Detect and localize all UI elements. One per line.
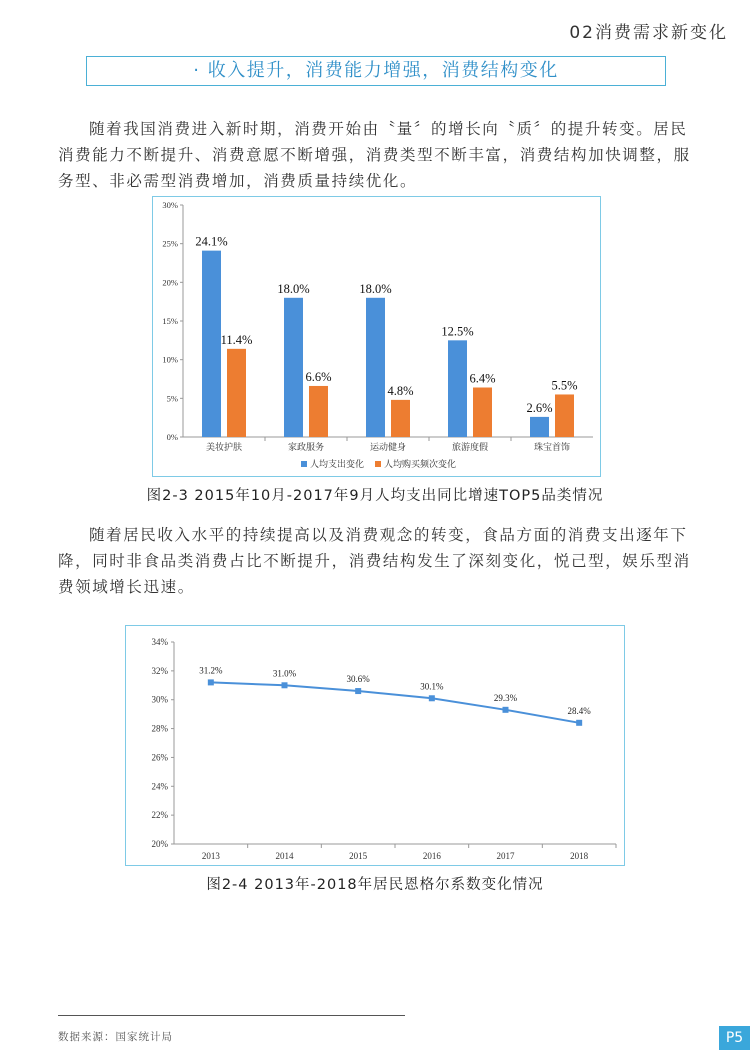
- line-chart-canvas: [126, 626, 626, 867]
- data-label: 18.0%: [277, 281, 310, 296]
- y-tick-label: 20%: [162, 277, 178, 288]
- y-tick-label: 0%: [166, 432, 178, 442]
- bar: [227, 349, 246, 437]
- x-tick-label: 珠宝首饰: [533, 443, 571, 453]
- y-tick-label: 28%: [151, 723, 168, 734]
- data-point: [208, 679, 214, 685]
- data-label: 6.4%: [469, 371, 496, 386]
- data-label: 12.5%: [441, 324, 474, 339]
- data-point: [576, 720, 582, 726]
- bar: [391, 400, 410, 437]
- bar: [530, 417, 549, 437]
- footer-divider: [58, 1015, 405, 1016]
- bar-chart-canvas: [153, 197, 602, 478]
- bar: [202, 251, 221, 437]
- x-tick-label: 2018: [570, 851, 589, 861]
- data-label: 28.4%: [567, 705, 591, 716]
- data-label: 29.3%: [493, 692, 518, 703]
- data-label: 11.4%: [220, 332, 253, 347]
- data-label: 30.1%: [420, 681, 444, 692]
- data-label: 2.6%: [526, 400, 553, 415]
- data-label: 30.6%: [346, 674, 370, 685]
- legend-swatch: [375, 461, 381, 467]
- data-point: [429, 695, 435, 701]
- paragraph-consumption-structure: 随着居民收入水平的持续提高以及消费观念的转变，食品方面的消费支出逐年下降，同时非食品类消费占比不断提升，消费结构发生了深刻变化，悦己型，娱乐型消费领域增长迅速。: [58, 526, 691, 596]
- bar-chart-top5-categories: [152, 196, 601, 477]
- x-tick-label: 2014: [275, 851, 294, 861]
- x-tick-label: 2016: [422, 851, 441, 861]
- y-tick-label: 30%: [162, 200, 178, 210]
- data-label: 24.1%: [195, 234, 228, 249]
- x-tick-label: 美妆护肤: [205, 443, 243, 453]
- legend-label: 人均支出变化: [310, 460, 365, 470]
- paragraph-consumption-upgrade: 随着我国消费进入新时期，消费开始由〝量〞的增长向〝质〞的提升转变。居民消费能力不断提升、消费意愿不断增强，消费类型不断丰富，消费结构加快调整，服务型、非必需型消费增加，消费质量持续优化。: [58, 120, 691, 190]
- y-tick-label: 15%: [162, 316, 178, 326]
- bar: [555, 394, 574, 437]
- data-label: 5.5%: [551, 378, 578, 393]
- y-tick-label: 25%: [162, 238, 178, 249]
- y-tick-label: 24%: [151, 781, 168, 792]
- data-label: 6.6%: [305, 369, 332, 384]
- figure-caption-2-4: 图2-4 2013年-2018年居民恩格尔系数变化情况: [206, 877, 544, 893]
- data-label: 31.0%: [272, 668, 297, 679]
- y-tick-label: 30%: [151, 694, 168, 705]
- line-chart-engel-coefficient: [125, 625, 625, 866]
- bar: [309, 386, 328, 437]
- x-tick-label: 2015: [349, 851, 368, 861]
- bar: [473, 388, 492, 437]
- header-title: 02消费需求新变化: [569, 23, 728, 43]
- x-tick-label: 2013: [201, 851, 220, 861]
- x-tick-label: 家政服务: [287, 443, 325, 453]
- data-source-note: 数据来源：国家统计局: [58, 1031, 173, 1043]
- bar: [448, 340, 467, 437]
- data-point: [355, 688, 361, 694]
- data-point: [503, 707, 509, 713]
- legend-swatch: [301, 461, 307, 467]
- data-label: 4.8%: [387, 383, 414, 398]
- y-tick-label: 10%: [162, 354, 178, 365]
- y-tick-label: 34%: [151, 637, 168, 647]
- series-line: [211, 682, 579, 722]
- x-tick-label: 旅游度假: [451, 443, 489, 453]
- y-tick-label: 20%: [151, 839, 168, 849]
- section-heading: · 收入提升，消费能力增强，消费结构变化: [86, 56, 666, 86]
- x-tick-label: 2017: [496, 851, 515, 861]
- data-label: 31.2%: [199, 665, 223, 676]
- y-tick-label: 26%: [151, 752, 168, 763]
- bar: [284, 298, 303, 437]
- data-label: 18.0%: [359, 281, 392, 296]
- legend-label: 人均购买频次变化: [384, 460, 457, 470]
- data-point: [282, 682, 288, 688]
- figure-caption-2-3: 图2-3 2015年10月-2017年9月人均支出同比增速TOP5品类情况: [146, 488, 604, 504]
- bar: [366, 298, 385, 437]
- y-tick-label: 22%: [151, 810, 168, 821]
- x-tick-label: 运动健身: [369, 443, 407, 453]
- page-number-badge: P5: [719, 1026, 750, 1050]
- y-tick-label: 32%: [151, 665, 168, 676]
- y-tick-label: 5%: [166, 393, 178, 404]
